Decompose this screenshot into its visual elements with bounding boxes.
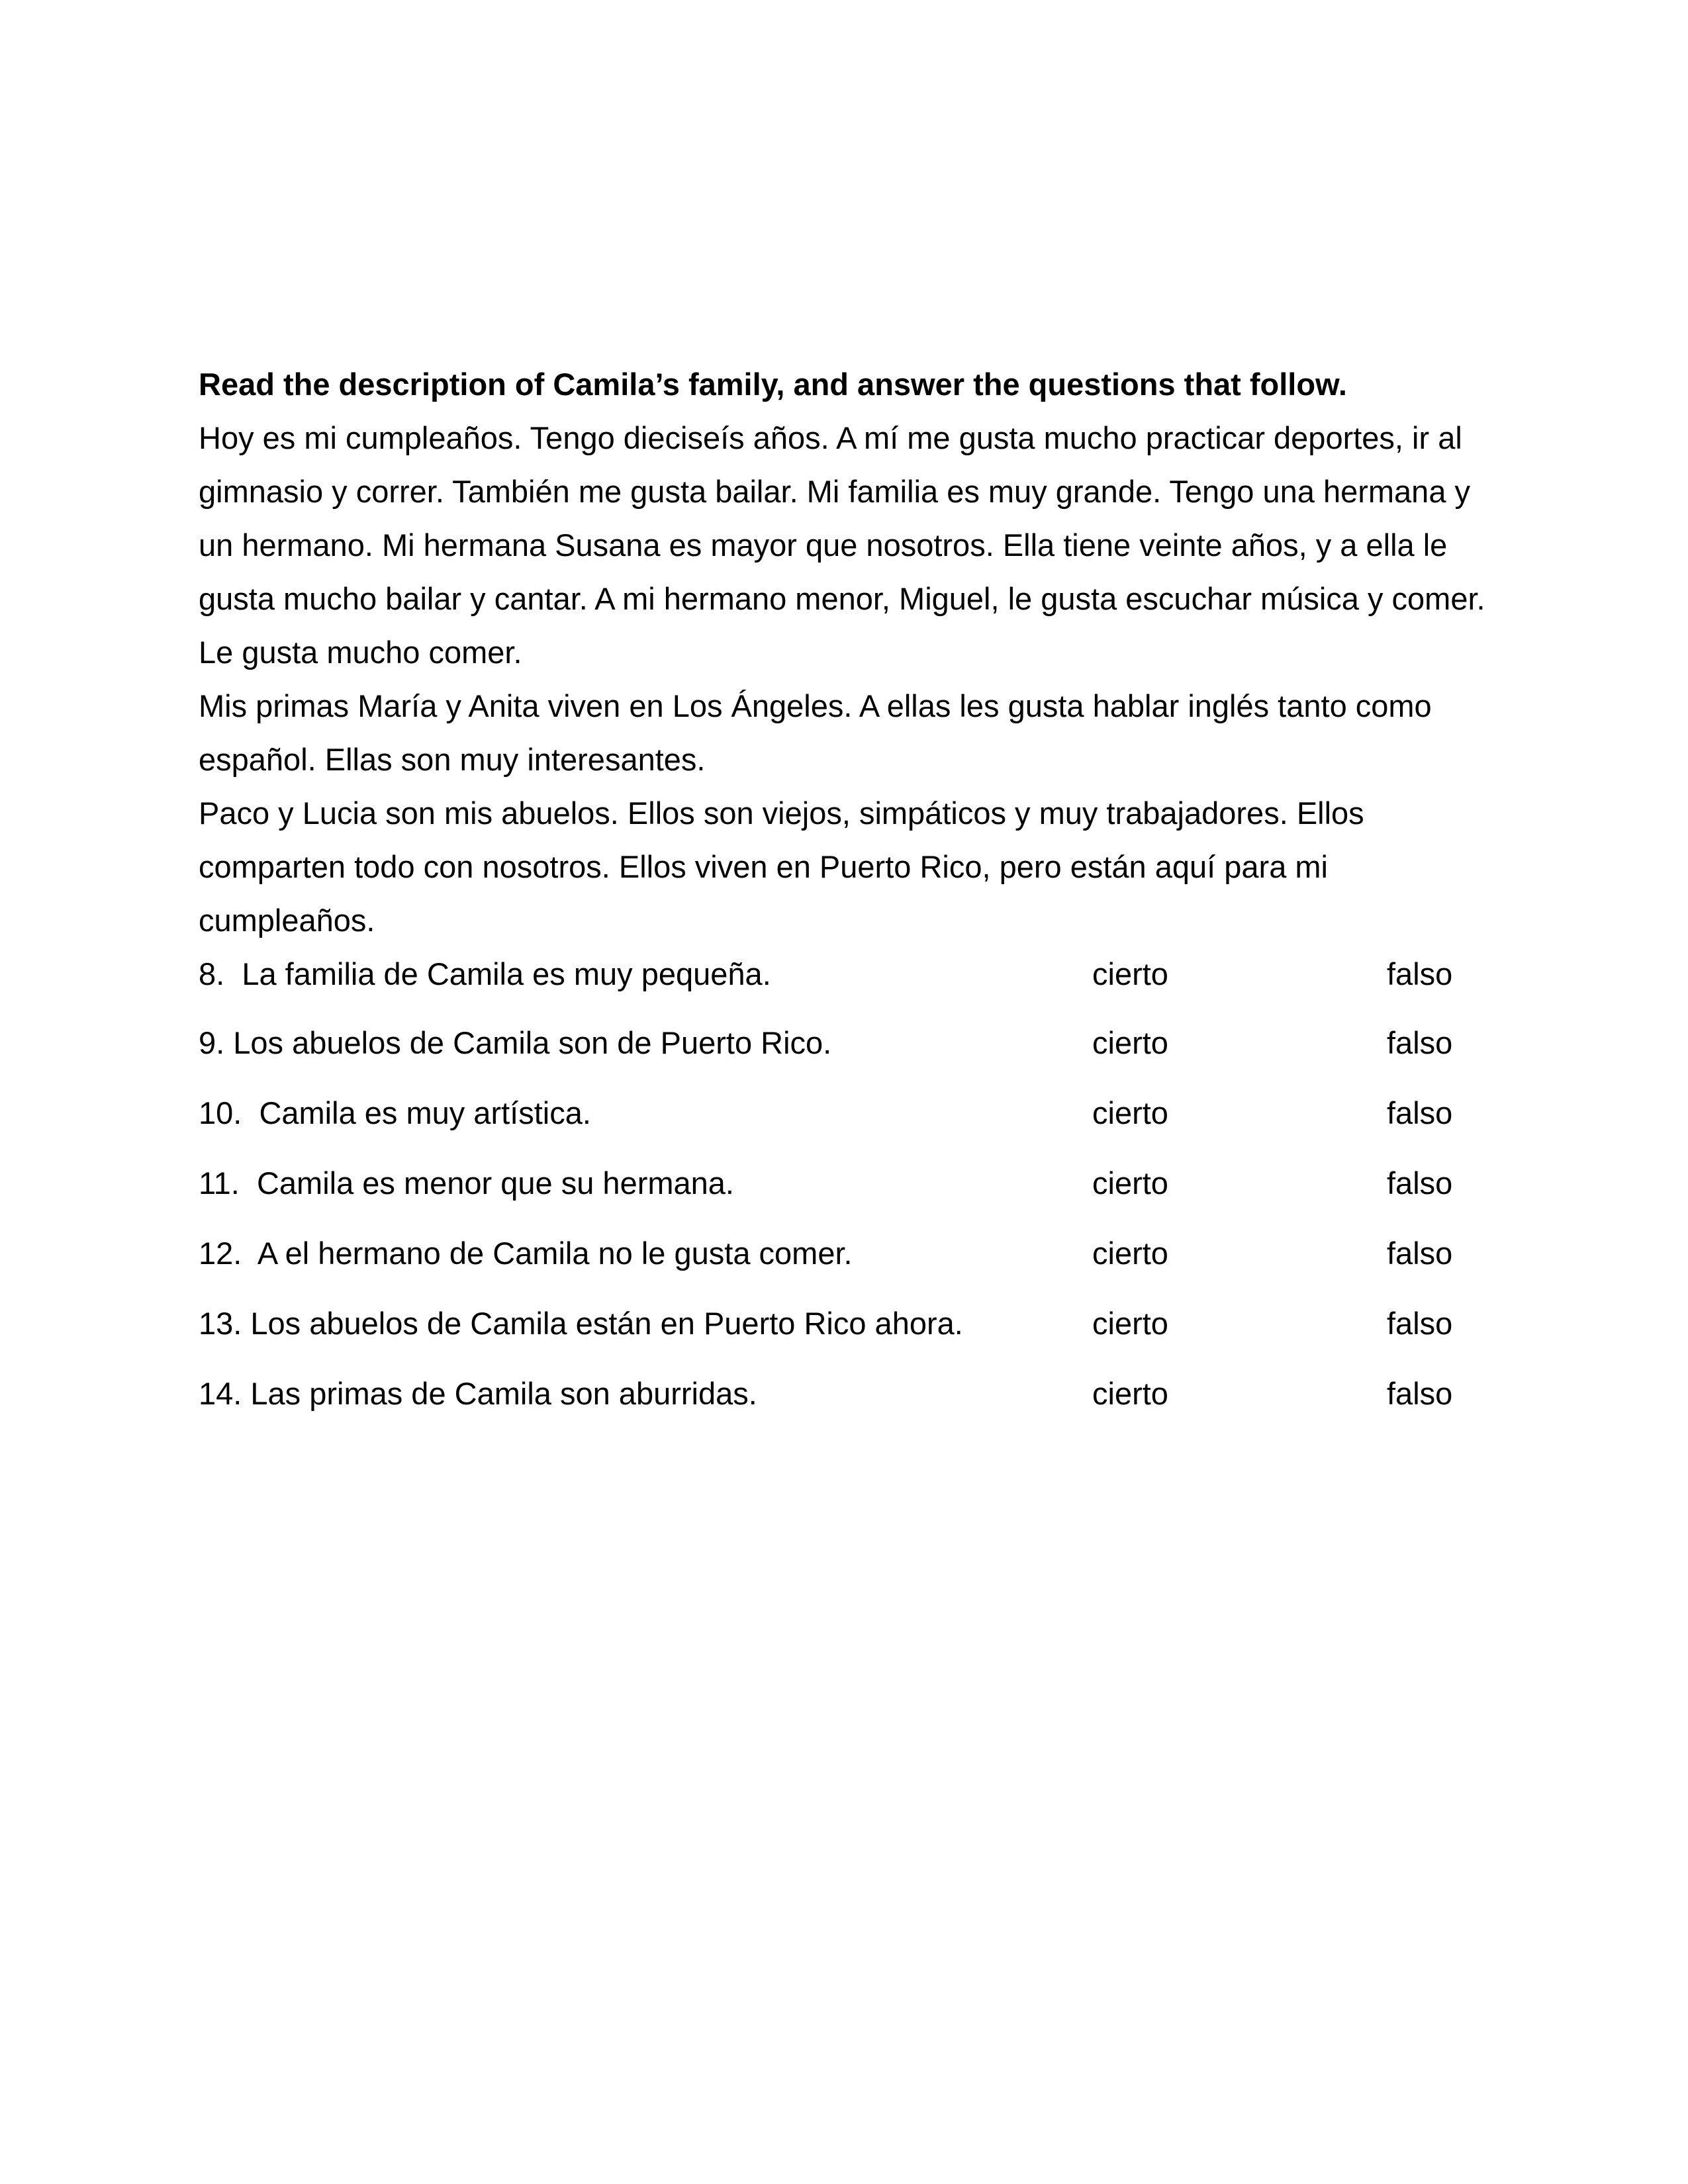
cierto-option[interactable]: cierto [1092,1306,1168,1341]
falso-option[interactable]: falso [1387,956,1453,991]
question-row [199,1156,1489,1226]
cierto-option[interactable]: cierto [1092,1095,1168,1130]
passage-paragraph: Paco y Lucia son mis abuelos. Ellos son viejos, simpáticos y muy trabajadores. Ellos comparten todo con nosotros. Ellos viven en Puerto Rico, pero están aquí para mi cumpleaños. [199,796,1364,938]
question-text: 12. A el hermano de Camila no le gusta comer. [199,1236,853,1271]
cierto-option[interactable]: cierto [1092,1376,1168,1411]
falso-option[interactable]: falso [1387,1025,1453,1060]
falso-option[interactable]: falso [1387,1095,1453,1130]
question-text: 11. Camila es menor que su hermana. [199,1165,734,1201]
cierto-option[interactable]: cierto [1092,1236,1168,1271]
passage-paragraph: Hoy es mi cumpleaños. Tengo dieciseís años. A mí me gusta mucho practicar deportes, ir al gimnasio y correr. También me gusta bailar. Mi familia es muy grande. Tengo una hermana y un hermano. Mi hermana Susana es mayor que nosotros. Ella tiene veinte años, y a ella le gusta mucho bailar y cantar. A mi hermano menor, Miguel, le gusta escuchar música y comer. Le gusta mucho comer. [199,420,1485,670]
question-text: 9. Los abuelos de Camila son de Puerto Rico. [199,1025,832,1060]
question-row [199,1367,1489,1437]
question-row [199,1297,1489,1367]
reading-passage [199,411,1489,947]
falso-option[interactable]: falso [1387,1236,1453,1271]
cierto-option[interactable]: cierto [1092,1165,1168,1201]
question-text: 10. Camila es muy artística. [199,1095,591,1130]
question-text: 13. Los abuelos de Camila están en Puerto Rico ahora. [199,1306,963,1341]
question-row [199,947,1489,1016]
falso-option[interactable]: falso [1387,1306,1453,1341]
falso-option[interactable]: falso [1387,1376,1453,1411]
instruction-heading: Read the description of Camila’s family, and answer the questions that follow. [199,367,1347,402]
question-row [199,1226,1489,1297]
cierto-option[interactable]: cierto [1092,956,1168,991]
question-list [199,947,1489,1437]
worksheet-page [199,357,1489,1437]
question-text: 14. Las primas de Camila son aburridas. [199,1376,757,1411]
question-row [199,1086,1489,1156]
passage-paragraph: Mis primas María y Anita viven en Los Ángeles. A ellas les gusta hablar inglés tanto como español. Ellas son muy interesantes. [199,688,1432,777]
question-row [199,1016,1489,1086]
falso-option[interactable]: falso [1387,1165,1453,1201]
cierto-option[interactable]: cierto [1092,1025,1168,1060]
question-text: 8. La familia de Camila es muy pequeña. [199,956,771,991]
